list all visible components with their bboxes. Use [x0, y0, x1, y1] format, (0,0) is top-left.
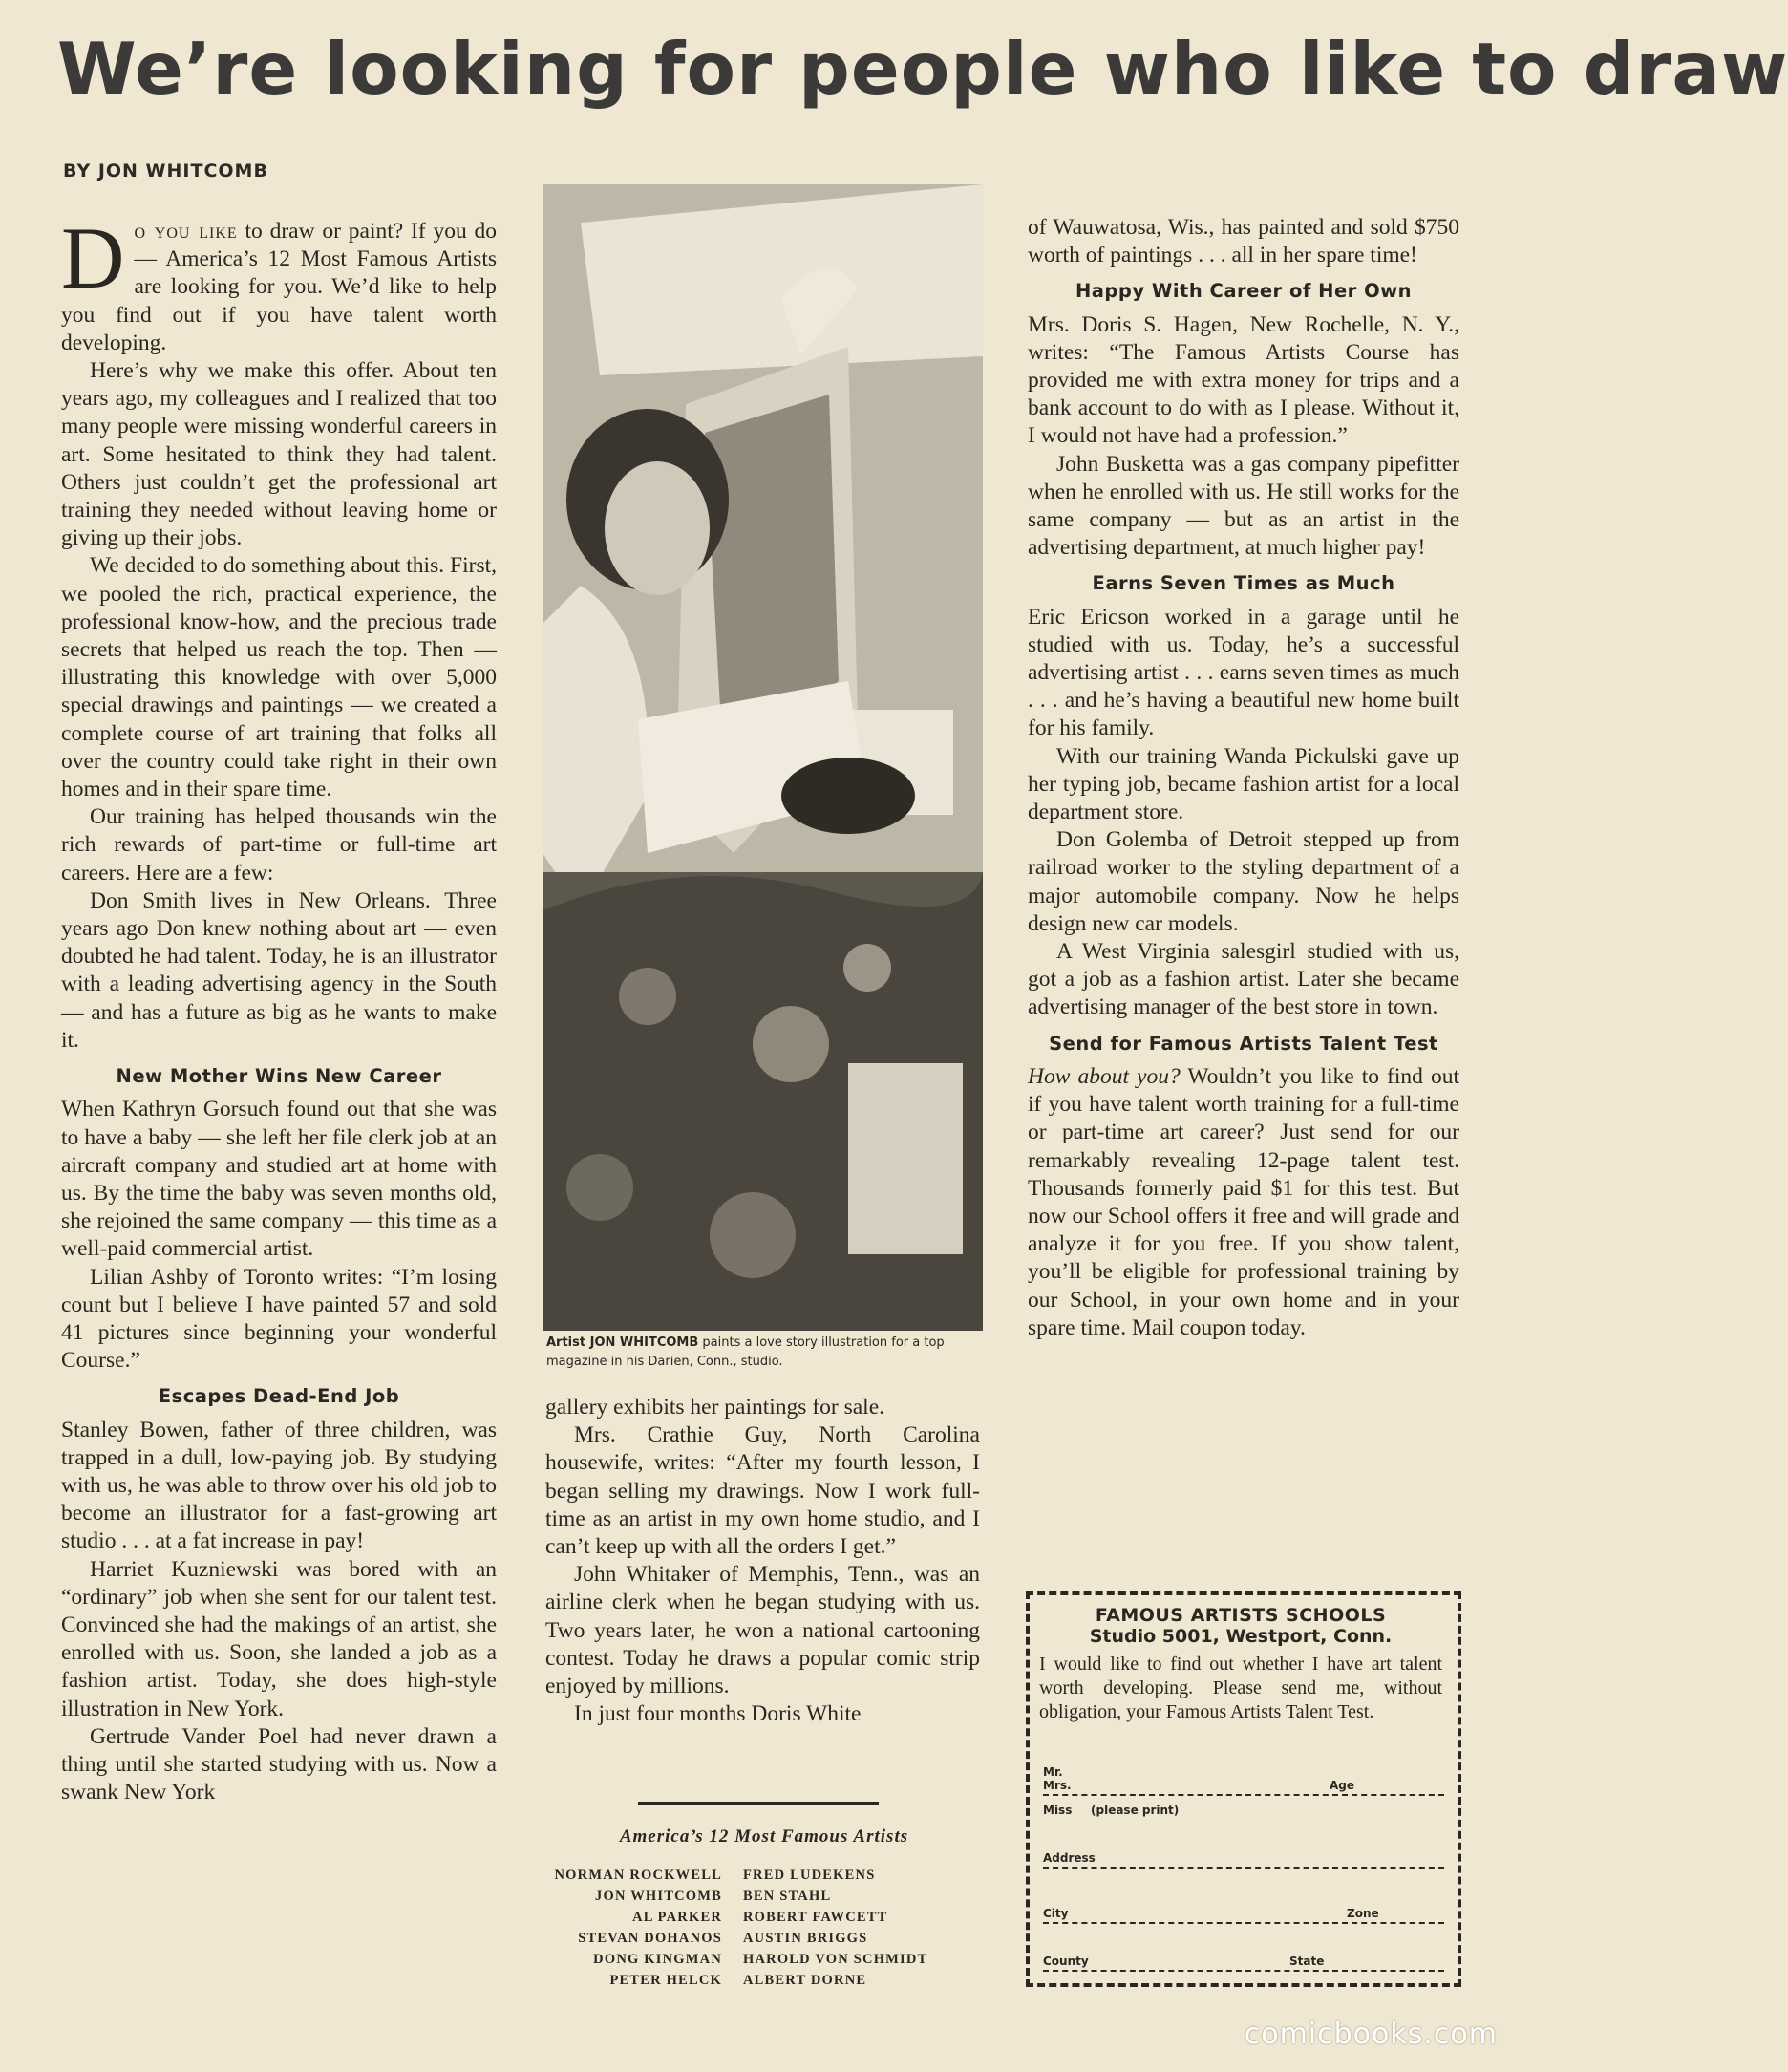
- paragraph: gallery exhibits her paintings for sale.: [545, 1395, 885, 1420]
- artist-name: NORMAN ROCKWELL: [554, 1868, 722, 1883]
- coupon-county-field[interactable]: [1043, 1949, 1444, 1972]
- article-column-1: [61, 209, 497, 1806]
- paragraph: [1028, 1063, 1459, 1342]
- paragraph: of Wauwatosa, Wis., has painted and sold $750 worth of paintings . . . all in her spare time!: [1028, 215, 1459, 268]
- italic-lead: How about you?: [1028, 1063, 1181, 1089]
- paragraph: John Whitaker of Memphis, Tenn., was an airline clerk when he began studying with us. Two years later, he won a national cartooning contest. Today he draws a popular comic strip enjoyed by millions.: [545, 1562, 980, 1699]
- field-label: Mr.: [1043, 1765, 1063, 1779]
- artist-name: ROBERT FAWCETT: [743, 1910, 888, 1925]
- coupon-text: I would like to find out whether I have art talent worth developing. Please send me, without obligation, your Famous Artists Talent Test.: [1039, 1654, 1442, 1722]
- artist-row: [530, 1907, 989, 1928]
- field-label: Mrs.: [1043, 1779, 1072, 1792]
- artist-row: [530, 1970, 989, 1991]
- paragraph: Harriet Kuzniewski was bored with an “ordinary” job when she sent for our talent test. Convinced she had the makings of an artist, she enrolled with us. Soon, she landed a job as a fashion artist. Today, she does high-style illustration in New York.: [61, 1556, 497, 1721]
- order-coupon[interactable]: [1026, 1591, 1461, 1987]
- paragraph: Mrs. Crathie Guy, North Carolina housewife, writes: “After my fourth lesson, I began selling my drawings. Now I work full-time as an artist in my own home studio, and I can’t keep up with all the orders I get.”: [545, 1422, 980, 1560]
- artist-row: [530, 1865, 989, 1886]
- subhead: Escapes Dead-End Job: [158, 1385, 400, 1408]
- paragraph: [61, 209, 497, 357]
- drop-cap: D: [61, 209, 125, 307]
- field-label: Age: [1330, 1779, 1355, 1792]
- paragraph: In just four months Doris White: [574, 1701, 862, 1727]
- photo-illustration: [543, 184, 983, 1331]
- caption-text: paints a love story illustration for a top magazine in his Darien, Conn., studio.: [546, 1335, 945, 1369]
- coupon-city-field[interactable]: [1043, 1901, 1444, 1924]
- paragraph: Eric Ericson worked in a garage until he studied with us. Today, he’s a successful advertising artist . . . earns seven times as much . . . and he’s having a beautiful new home built for his family.: [1028, 604, 1459, 741]
- paragraph: John Busketta was a gas company pipefitter when he enrolled with us. He still works for the same company — but as an artist in the advertising department, at much higher pay!: [1028, 451, 1459, 561]
- coupon-school-name: FAMOUS ARTISTS SCHOOLS: [1095, 1605, 1387, 1626]
- paragraph: Don Smith lives in New Orleans. Three years ago Don knew nothing about art — even doubted he had talent. Today, he is an illustrator with a leading advertising agency in the South — and has a future as big as he wants to make it.: [61, 887, 497, 1053]
- paragraph-text: Wouldn’t you like to find out if you have talent worth training for a full-time or part-time art career? Just send for our remarkably revealing 12-page talent test. Thousands formerly paid $1 for this test. But now our School offers it free and will grade and analyze it for you free. If you show talent, you’ll be eligible for professional training by our School, in your own home and in your spare time. Mail coupon today.: [1028, 1063, 1459, 1340]
- field-label: State: [1289, 1955, 1325, 1968]
- watermark: comicbooks.com: [1244, 2018, 1498, 2051]
- paragraph: Stanley Bowen, father of three children, was trapped in a dull, low-paying job. By studying with us, he was able to throw over his old job to become an illustrator for a fast-growing art studio . . . at a fat increase in pay!: [61, 1417, 497, 1554]
- artist-name: ALBERT DORNE: [743, 1973, 867, 1988]
- artist-name: DONG KINGMAN: [593, 1952, 722, 1967]
- paragraph: Don Golemba of Detroit stepped up from railroad worker to the styling department of a major automobile company. Now he helps design new car models.: [1028, 827, 1459, 936]
- artist-name: PETER HELCK: [609, 1973, 722, 1988]
- lead-in: o you like: [134, 219, 238, 244]
- artist-name: JON WHITCOMB: [595, 1889, 722, 1904]
- paragraph-text: to draw or paint? If you do — America’s 12 Most Famous Artists are looking for you. We’d like to help you find out if you have talent worth developing.: [61, 219, 497, 355]
- artist-name: HAROLD VON SCHMIDT: [743, 1952, 928, 1967]
- artist-row: [530, 1928, 989, 1949]
- artist-name: STEVAN DOHANOS: [578, 1931, 722, 1946]
- artist-photo: [543, 184, 983, 1331]
- artists-title: America’s 12 Most Famous Artists: [619, 1826, 909, 1847]
- artist-row: [530, 1949, 989, 1970]
- paragraph: Here’s why we make this offer. About ten years ago, my colleagues and I realized that too many people were missing wonderful careers in art. Some hesitated to think they had talent. Others just couldn’t get the professional art training they needed without leaving home or giving up their jobs.: [61, 358, 497, 551]
- caption-name: Artist JON WHITCOMB: [546, 1335, 699, 1350]
- artists-list: [530, 1865, 989, 1991]
- paragraph: A West Virginia salesgirl studied with us, got a job as a fashion artist. Later she became advertising manager of the best store in town.: [1028, 939, 1459, 1020]
- field-label: Zone: [1347, 1907, 1379, 1920]
- field-label: Miss: [1043, 1804, 1073, 1817]
- paragraph: Gertrude Vander Poel had never drawn a thing until she started studying with us. Now a swank New York: [61, 1723, 497, 1805]
- subhead: Earns Seven Times as Much: [1092, 572, 1395, 595]
- paragraph: Mrs. Doris S. Hagen, New Rochelle, N. Y., writes: “The Famous Artists Course has provided me with extra money for trips and a bank account to do with as I please. Without it, I would not have had a profession.”: [1028, 311, 1459, 449]
- headline: We’re looking for people who like to draw: [57, 27, 1788, 111]
- coupon-address: Studio 5001, Westport, Conn.: [1089, 1626, 1393, 1647]
- subhead: Send for Famous Artists Talent Test: [1049, 1032, 1438, 1055]
- artist-name: BEN STAHL: [743, 1889, 832, 1904]
- artist-name: FRED LUDEKENS: [743, 1868, 876, 1883]
- coupon-address-field[interactable]: [1043, 1846, 1444, 1869]
- paragraph: Our training has helped thousands win the rich rewards of part-time or full-time art careers. Here are a few:: [61, 804, 497, 886]
- coupon-name-field[interactable]: [1043, 1765, 1444, 1796]
- artist-name: AL PARKER: [632, 1910, 722, 1925]
- divider-rule: [638, 1802, 879, 1805]
- coupon-miss-line: [1043, 1798, 1444, 1819]
- paragraph: When Kathryn Gorsuch found out that she was to have a baby — she left her file clerk job at an aircraft company and studied art at home with us. By the time the baby was seven months old, she rejoined the same company — this time as a well-paid commercial artist.: [61, 1097, 497, 1262]
- subhead: New Mother Wins New Career: [116, 1065, 442, 1088]
- paragraph: Lilian Ashby of Toronto writes: “I’m losing count but I believe I have painted 57 and sold 41 pictures since beginning your wonderful Course.”: [61, 1264, 497, 1374]
- article-column-3: [1028, 214, 1459, 1342]
- subhead: Happy With Career of Her Own: [1075, 280, 1413, 303]
- field-label: City: [1043, 1907, 1069, 1920]
- photo-caption: [546, 1334, 986, 1372]
- field-label: County: [1043, 1955, 1089, 1968]
- article-column-2: [545, 1394, 980, 1728]
- artist-name: AUSTIN BRIGGS: [743, 1931, 868, 1946]
- paragraph: With our training Wanda Pickulski gave up her typing job, became fashion artist for a local department store.: [1028, 743, 1459, 825]
- paragraph: We decided to do something about this. First, we pooled the rich, practical experience, the professional know-how, and the precious trade secrets that helped us reach the top. Then — illustrating this knowledge with over 5,000 special drawings and paintings — we created a complete course of art training that folks all over the country could take right in their own homes and in their spare time.: [61, 553, 497, 802]
- artist-row: [530, 1886, 989, 1907]
- field-label: Address: [1043, 1851, 1096, 1865]
- byline: BY JON WHITCOMB: [63, 160, 268, 182]
- field-note: (please print): [1091, 1804, 1180, 1817]
